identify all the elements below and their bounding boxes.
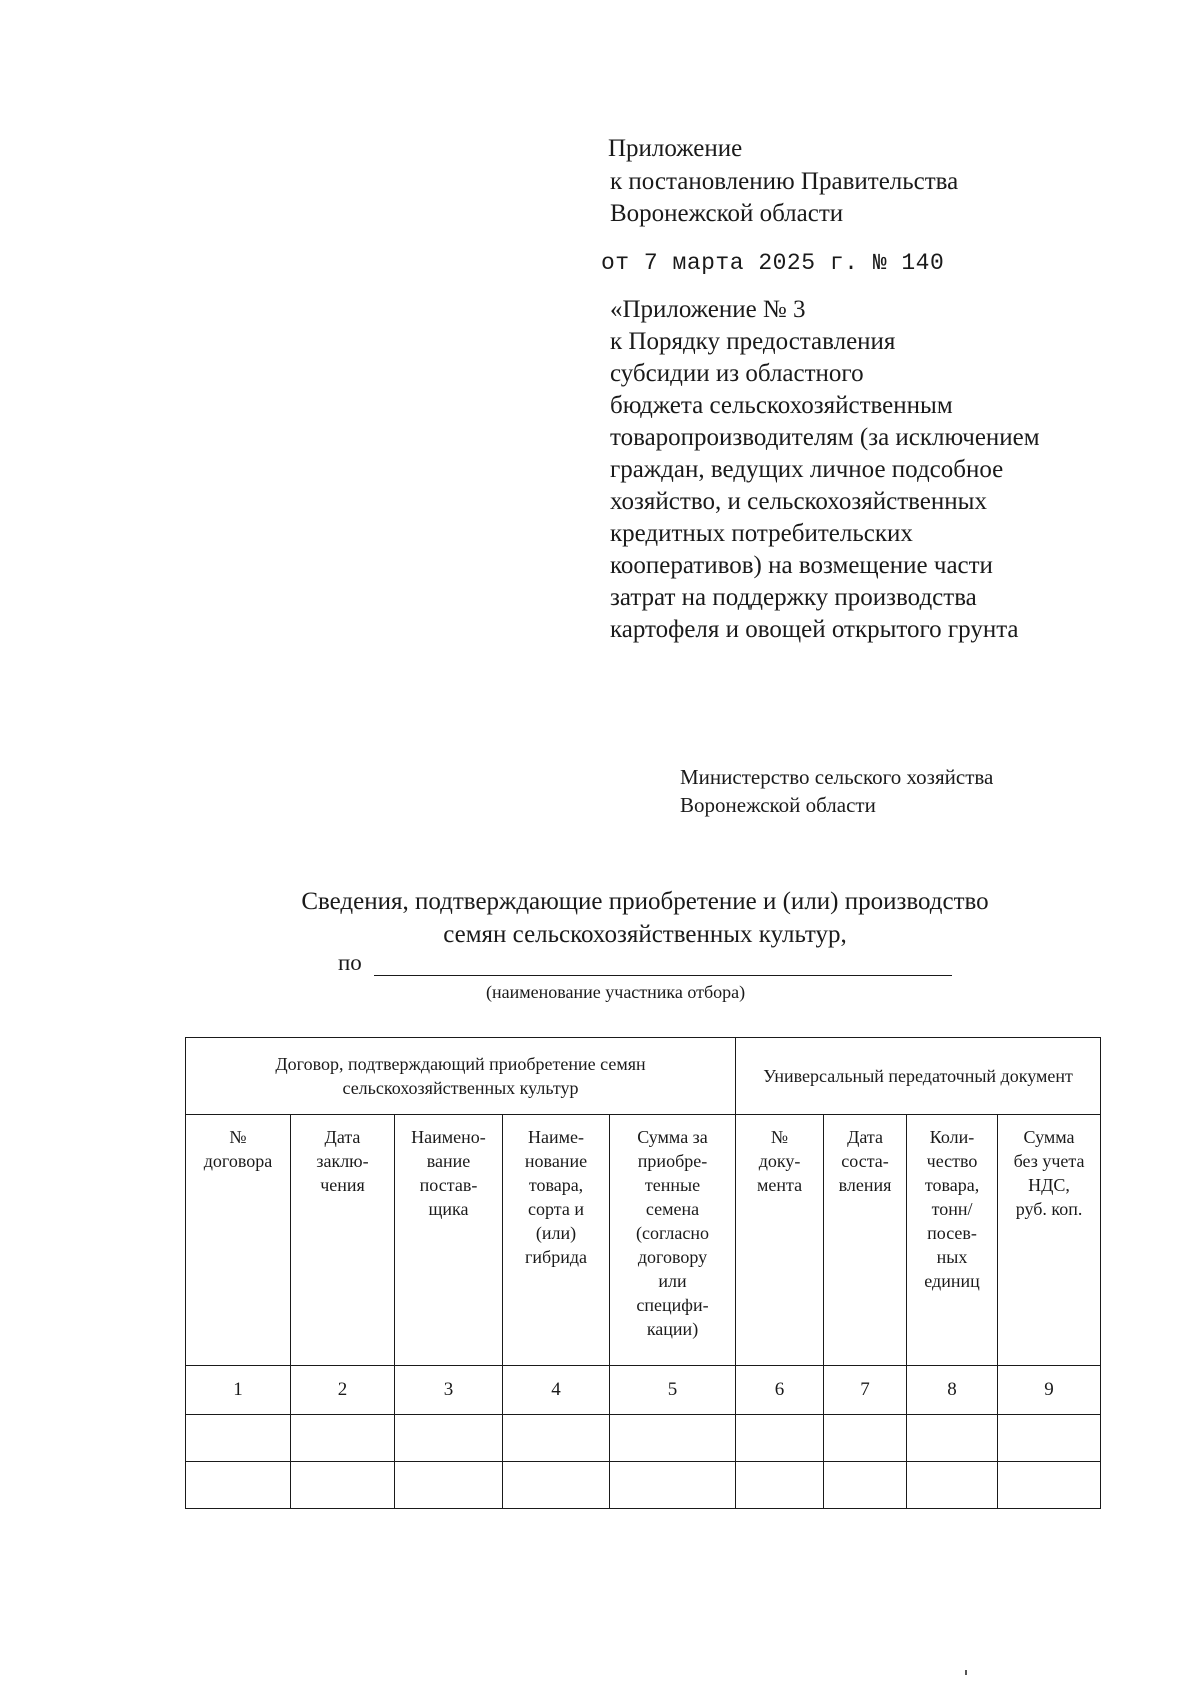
col-header-product: Наиме- нование товара, сорта и (или) гибрида <box>503 1115 610 1366</box>
appendix3-line: товаропроизводителям (за исключением <box>610 424 1040 451</box>
empty-cell[interactable] <box>395 1462 503 1509</box>
col-number: 8 <box>907 1366 998 1415</box>
col-header-doc-number: № доку- мента <box>736 1115 824 1366</box>
participant-name-line[interactable] <box>374 975 952 976</box>
appendix3-line: хозяйство, и сельскохозяйственных <box>610 488 987 515</box>
appendix-region-line: Воронежской области <box>610 200 844 227</box>
empty-cell[interactable] <box>824 1462 907 1509</box>
ministry-region: Воронежской области <box>680 793 876 817</box>
appendix3-line: граждан, ведущих личное подсобное <box>610 456 1004 483</box>
resolution-date-number: от 7 марта 2025 г. № 140 <box>601 250 945 276</box>
appendix-resolution-line: к постановлению Правительства <box>610 168 959 195</box>
table-row <box>186 1462 1101 1509</box>
table-row <box>186 1415 1101 1462</box>
po-label: по <box>338 950 362 975</box>
col-number: 3 <box>395 1366 503 1415</box>
document-title-line2: семян сельскохозяйственных культур, <box>443 921 847 948</box>
col-header-sum-excl-vat: Сумма без учета НДС, руб. коп. <box>998 1115 1101 1366</box>
empty-cell[interactable] <box>395 1415 503 1462</box>
appendix3-line: кооперативов) на возмещение части <box>610 552 993 579</box>
appendix3-line: субсидии из областного <box>610 360 864 387</box>
appendix3-block <box>610 294 1040 646</box>
participant-caption: (наименование участника отбора) <box>486 982 746 1002</box>
empty-cell[interactable] <box>610 1415 736 1462</box>
scan-speck <box>965 1670 967 1675</box>
appendix3-line: «Приложение № 3 <box>610 296 806 323</box>
col-header-contract-number: № договора <box>186 1115 291 1366</box>
col-number: 4 <box>503 1366 610 1415</box>
seed-acquisition-table <box>185 1037 1101 1509</box>
appendix-label: Приложение <box>608 135 743 162</box>
appendix3-line: бюджета сельскохозяйственным <box>610 392 953 419</box>
col-number: 6 <box>736 1366 824 1415</box>
appendix3-line: к Порядку предоставления <box>610 328 896 355</box>
col-number: 2 <box>291 1366 395 1415</box>
empty-cell[interactable] <box>907 1415 998 1462</box>
col-header-quantity: Коли- чество товара, тонн/ посев- ных единиц <box>907 1115 998 1366</box>
empty-cell[interactable] <box>824 1415 907 1462</box>
empty-cell[interactable] <box>503 1415 610 1462</box>
empty-cell[interactable] <box>503 1462 610 1509</box>
empty-cell[interactable] <box>291 1415 395 1462</box>
col-header-contract-sum: Сумма за приобре- тенные семена (согласно договору или специфи- кации) <box>610 1115 736 1366</box>
col-header-supplier: Наимено- вание постав- щика <box>395 1115 503 1366</box>
appendix3-line: кредитных потребительских <box>610 520 913 547</box>
empty-cell[interactable] <box>736 1462 824 1509</box>
col-header-doc-date: Дата соста- вления <box>824 1115 907 1366</box>
empty-cell[interactable] <box>610 1462 736 1509</box>
document-title: Сведения, подтверждающие приобретение и (или) производство <box>301 888 989 915</box>
empty-cell[interactable] <box>291 1462 395 1509</box>
upd-group-header: Универсальный передаточный документ <box>736 1038 1101 1115</box>
empty-cell[interactable] <box>186 1415 291 1462</box>
empty-cell[interactable] <box>998 1462 1101 1509</box>
empty-cell[interactable] <box>186 1462 291 1509</box>
col-number: 9 <box>998 1366 1101 1415</box>
contract-group-header: Договор, подтверждающий приобретение семян сельскохозяйственных культур <box>186 1038 736 1115</box>
col-number: 7 <box>824 1366 907 1415</box>
col-number: 5 <box>610 1366 736 1415</box>
col-number: 1 <box>186 1366 291 1415</box>
appendix3-line: картофеля и овощей открытого грунта <box>610 616 1019 643</box>
empty-cell[interactable] <box>998 1415 1101 1462</box>
col-header-contract-date: Дата заклю- чения <box>291 1115 395 1366</box>
empty-cell[interactable] <box>736 1415 824 1462</box>
appendix3-line: затрат на поддержку производства <box>610 584 977 611</box>
empty-cell[interactable] <box>907 1462 998 1509</box>
ministry-name: Министерство сельского хозяйства <box>680 765 994 789</box>
